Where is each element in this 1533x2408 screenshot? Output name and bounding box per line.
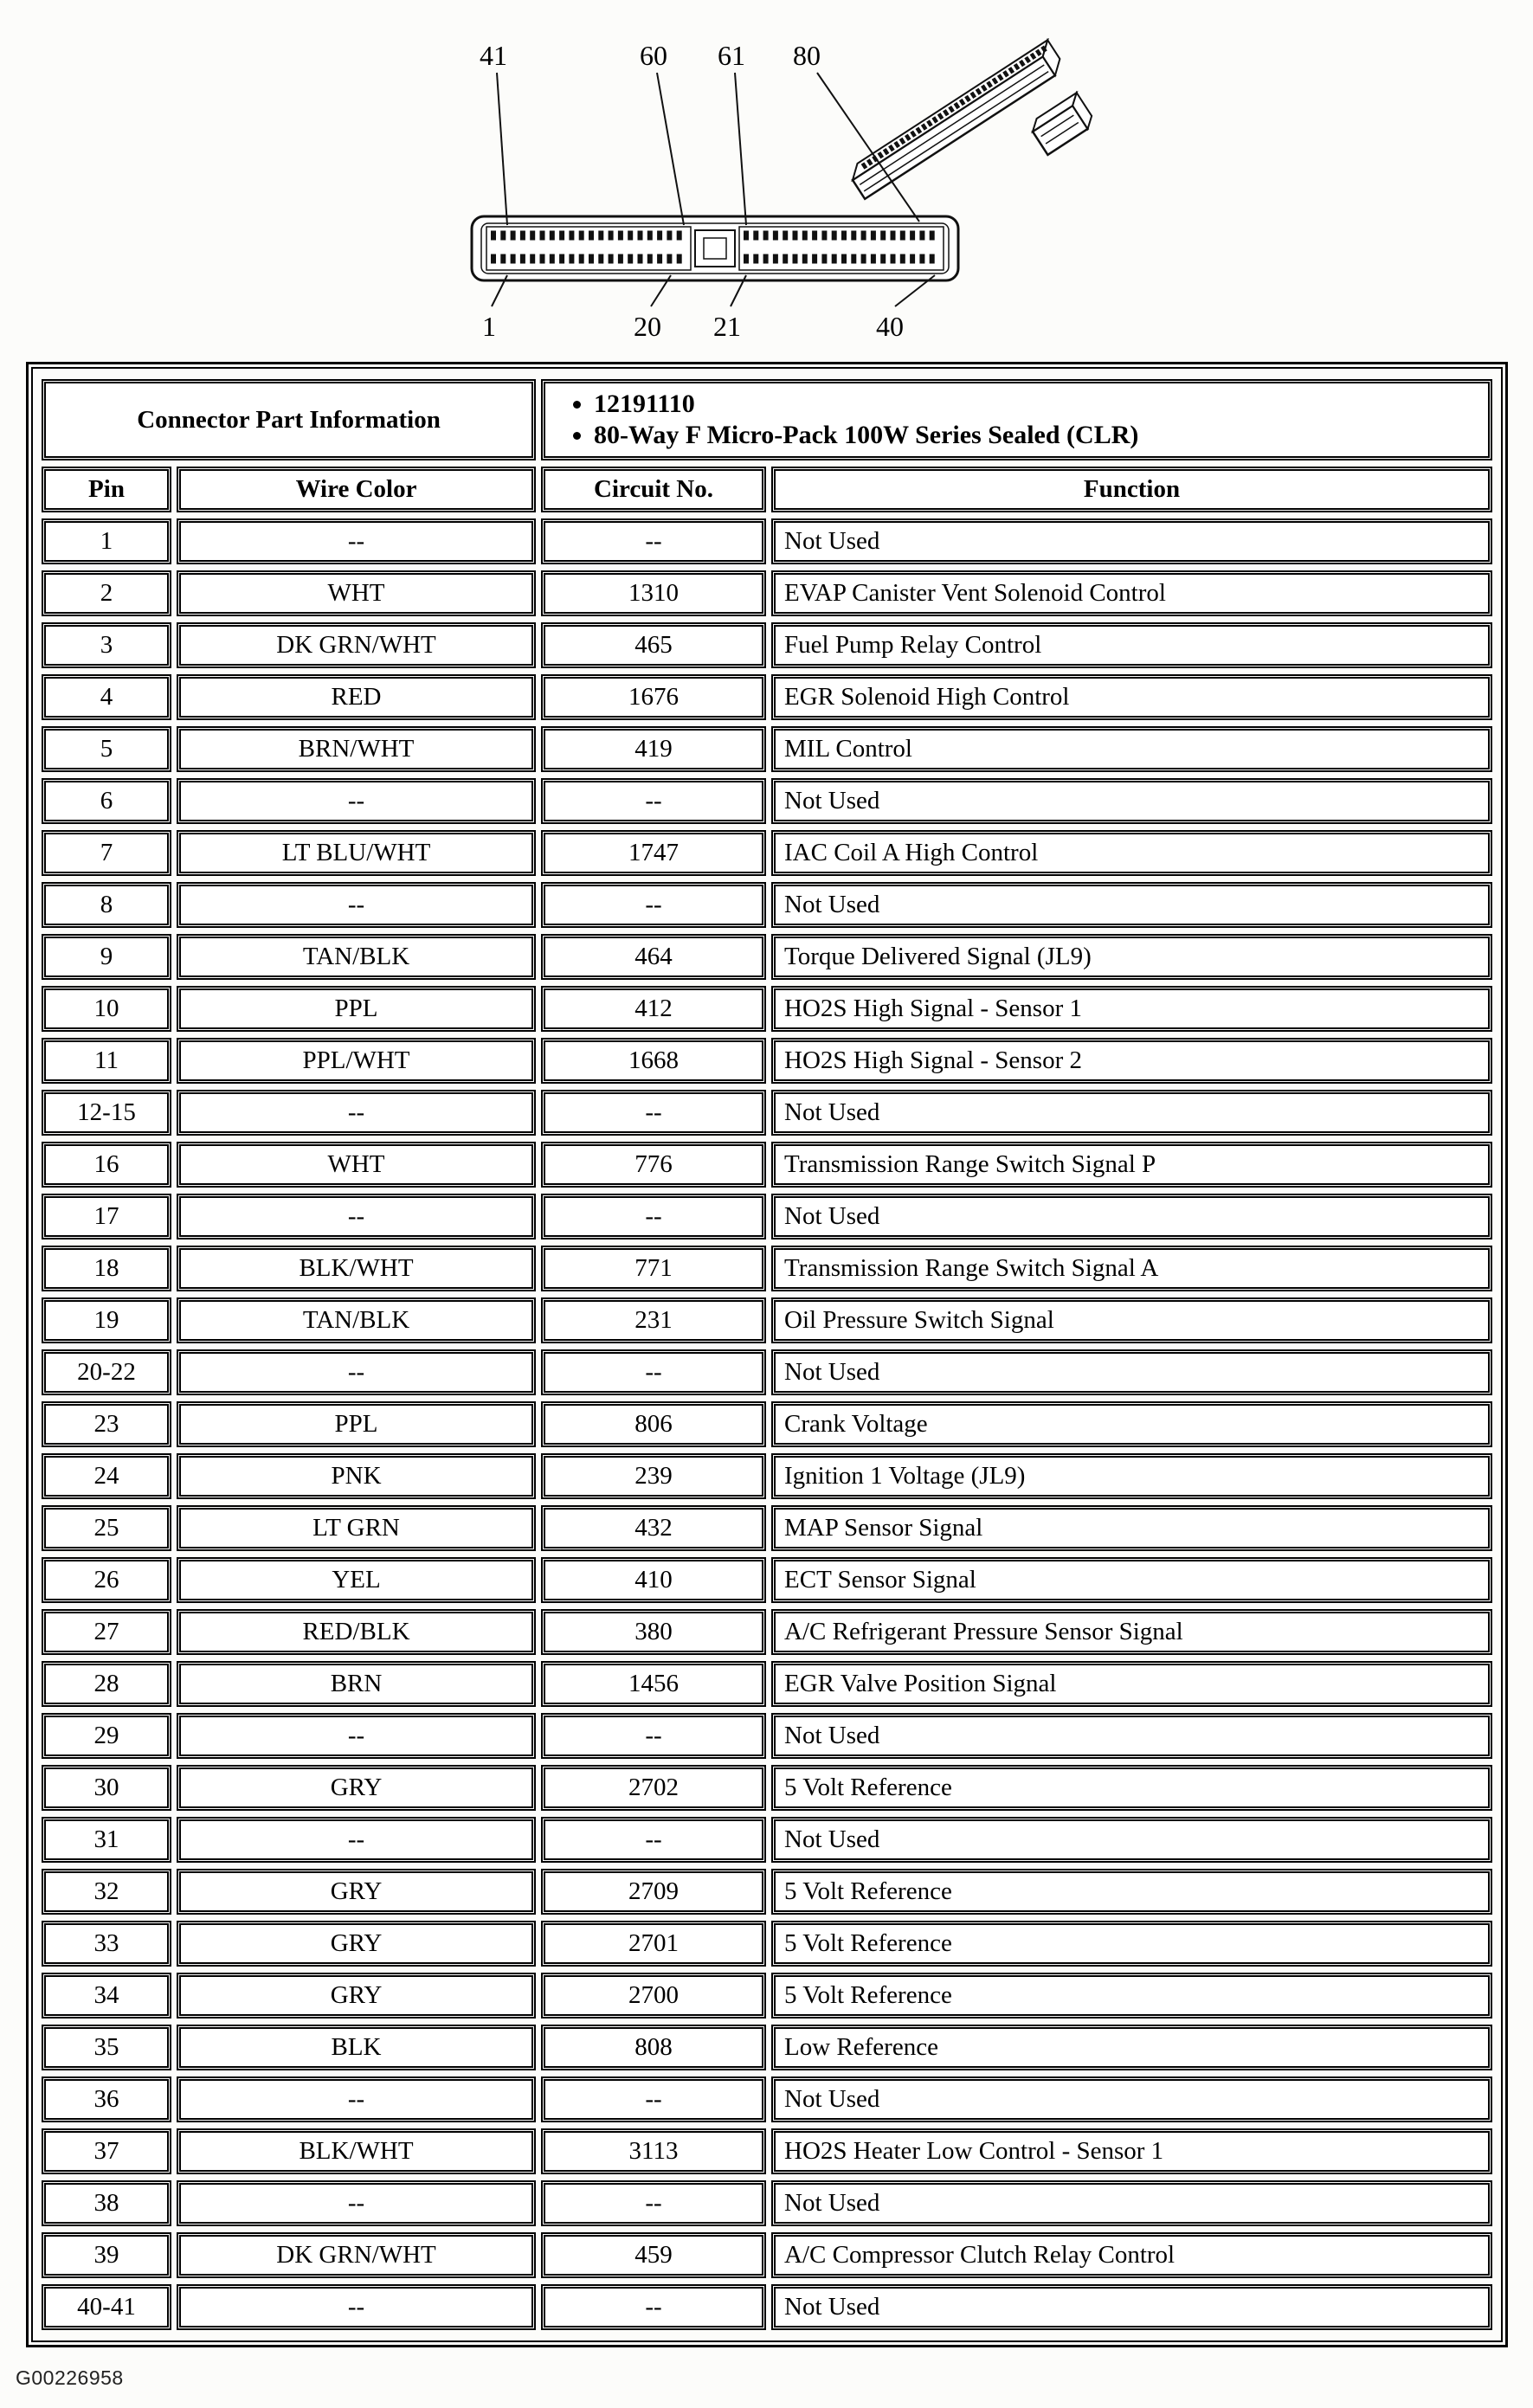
- center-key: [695, 230, 735, 267]
- pin-cell: 18: [42, 1246, 171, 1291]
- pin-cell: 5: [42, 726, 171, 772]
- function-cell: 5 Volt Reference: [771, 1765, 1492, 1811]
- table-row: [42, 2076, 1492, 2122]
- part-number: • 12191110: [594, 389, 1481, 420]
- pin-cell: 12-15: [42, 1090, 171, 1136]
- table-row: [42, 1973, 1492, 2018]
- wire-color-cell: --: [177, 882, 536, 928]
- pin-callout-60: 60: [640, 40, 667, 71]
- table-row: [42, 1921, 1492, 1967]
- table-row: [42, 726, 1492, 772]
- wire-color-cell: BLK/WHT: [177, 2128, 536, 2174]
- wire-color-cell: --: [177, 1090, 536, 1136]
- function-cell: Not Used: [771, 1817, 1492, 1863]
- wire-color-cell: --: [177, 518, 536, 564]
- wire-color-cell: --: [177, 2076, 536, 2122]
- circuit-no-cell: 419: [541, 726, 766, 772]
- wire-color-cell: RED/BLK: [177, 1609, 536, 1655]
- pin-cell: 35: [42, 2025, 171, 2070]
- circuit-no-cell: 465: [541, 622, 766, 668]
- function-cell: Low Reference: [771, 2025, 1492, 2070]
- function-cell: HO2S High Signal - Sensor 2: [771, 1038, 1492, 1084]
- circuit-no-cell: 806: [541, 1401, 766, 1447]
- circuit-no-cell: 1310: [541, 570, 766, 616]
- connector-diagram: [0, 0, 1533, 364]
- circuit-no-cell: 2709: [541, 1869, 766, 1915]
- connector-drawing: [0, 0, 1533, 364]
- connector-pinout-table: [26, 362, 1508, 2347]
- wire-color-cell: RED: [177, 674, 536, 720]
- pin-cell: 1: [42, 518, 171, 564]
- pin-callout-80: 80: [793, 40, 821, 71]
- table-row: [42, 882, 1492, 928]
- table-row: [42, 1817, 1492, 1863]
- function-cell: EGR Solenoid High Control: [771, 674, 1492, 720]
- circuit-no-cell: --: [541, 2180, 766, 2226]
- pinout-table: [36, 373, 1498, 2336]
- pin-cell: 2: [42, 570, 171, 616]
- function-cell: Not Used: [771, 518, 1492, 564]
- circuit-no-cell: --: [541, 1817, 766, 1863]
- wire-color-cell: TAN/BLK: [177, 934, 536, 980]
- function-cell: Not Used: [771, 1349, 1492, 1395]
- table-row: [42, 1297, 1492, 1343]
- pin-cell: 32: [42, 1869, 171, 1915]
- column-header-row: [42, 467, 1492, 512]
- circuit-no-cell: --: [541, 778, 766, 824]
- wire-color-cell: --: [177, 2284, 536, 2330]
- pin-cell: 37: [42, 2128, 171, 2174]
- table-row: [42, 2128, 1492, 2174]
- function-cell: HO2S Heater Low Control - Sensor 1: [771, 2128, 1492, 2174]
- table-row: [42, 778, 1492, 824]
- function-cell: Not Used: [771, 2284, 1492, 2330]
- circuit-no-cell: 239: [541, 1453, 766, 1499]
- wire-color-cell: PPL: [177, 986, 536, 1032]
- circuit-no-cell: 1668: [541, 1038, 766, 1084]
- wire-color-cell: --: [177, 778, 536, 824]
- table-row: [42, 518, 1492, 564]
- function-cell: Crank Voltage: [771, 1401, 1492, 1447]
- function-cell: Ignition 1 Voltage (JL9): [771, 1453, 1492, 1499]
- pin-cell: 6: [42, 778, 171, 824]
- table-row: [42, 674, 1492, 720]
- function-cell: A/C Compressor Clutch Relay Control: [771, 2232, 1492, 2278]
- column-header-function: Function: [771, 467, 1492, 512]
- circuit-no-cell: 1676: [541, 674, 766, 720]
- pin-cell: 4: [42, 674, 171, 720]
- pin-cell: 40-41: [42, 2284, 171, 2330]
- circuit-no-cell: 808: [541, 2025, 766, 2070]
- table-row: [42, 1401, 1492, 1447]
- table-row: [42, 1142, 1492, 1188]
- connector-isometric-view: [847, 40, 1097, 199]
- table-row: [42, 1557, 1492, 1603]
- wire-color-cell: --: [177, 1817, 536, 1863]
- wire-color-cell: WHT: [177, 570, 536, 616]
- table-row: [42, 1453, 1492, 1499]
- pin-callout-41: 41: [480, 40, 507, 71]
- pin-cell: 17: [42, 1194, 171, 1239]
- function-cell: Transmission Range Switch Signal A: [771, 1246, 1492, 1291]
- pin-cell: 28: [42, 1661, 171, 1707]
- wire-color-cell: GRY: [177, 1869, 536, 1915]
- table-row: [42, 1246, 1492, 1291]
- circuit-no-cell: 2702: [541, 1765, 766, 1811]
- function-cell: Transmission Range Switch Signal P: [771, 1142, 1492, 1188]
- wire-color-cell: GRY: [177, 1921, 536, 1967]
- circuit-no-cell: 1747: [541, 830, 766, 876]
- pin-callout-1: 1: [482, 311, 496, 342]
- function-cell: EGR Valve Position Signal: [771, 1661, 1492, 1707]
- pin-cell: 7: [42, 830, 171, 876]
- function-cell: Not Used: [771, 882, 1492, 928]
- function-cell: Not Used: [771, 1713, 1492, 1759]
- wire-color-cell: PPL: [177, 1401, 536, 1447]
- table-row: [42, 1349, 1492, 1395]
- figure-id: G00226958: [16, 2366, 124, 2389]
- table-row: [42, 986, 1492, 1032]
- pin-cell: 31: [42, 1817, 171, 1863]
- circuit-no-cell: --: [541, 882, 766, 928]
- circuit-no-cell: 776: [541, 1142, 766, 1188]
- function-cell: 5 Volt Reference: [771, 1973, 1492, 2018]
- wire-color-cell: BLK: [177, 2025, 536, 2070]
- table-row: [42, 2180, 1492, 2226]
- wire-color-cell: DK GRN/WHT: [177, 622, 536, 668]
- circuit-no-cell: 464: [541, 934, 766, 980]
- circuit-no-cell: 432: [541, 1505, 766, 1551]
- table-row: [42, 1869, 1492, 1915]
- function-cell: EVAP Canister Vent Solenoid Control: [771, 570, 1492, 616]
- function-cell: Not Used: [771, 2180, 1492, 2226]
- pin-cell: 38: [42, 2180, 171, 2226]
- circuit-no-cell: --: [541, 1349, 766, 1395]
- pinout-rows: [42, 518, 1492, 2330]
- circuit-no-cell: --: [541, 2076, 766, 2122]
- table-row: [42, 934, 1492, 980]
- pin-cell: 10: [42, 986, 171, 1032]
- circuit-no-cell: 2701: [541, 1921, 766, 1967]
- circuit-no-cell: --: [541, 1713, 766, 1759]
- table-row: [42, 1609, 1492, 1655]
- pin-cell: 34: [42, 1973, 171, 2018]
- pin-cell: 16: [42, 1142, 171, 1188]
- table-row: [42, 1765, 1492, 1811]
- table-row: [42, 1505, 1492, 1551]
- pin-cell: 29: [42, 1713, 171, 1759]
- table-row: [42, 622, 1492, 668]
- table-row: [42, 2025, 1492, 2070]
- pin-callout-20: 20: [634, 311, 661, 342]
- circuit-no-cell: --: [541, 2284, 766, 2330]
- column-header-pin: Pin: [42, 467, 171, 512]
- wire-color-cell: --: [177, 1194, 536, 1239]
- pin-cell: 33: [42, 1921, 171, 1967]
- pin-cell: 9: [42, 934, 171, 980]
- connector-part-details: [541, 379, 1492, 460]
- pin-cell: 39: [42, 2232, 171, 2278]
- table-row: [42, 1038, 1492, 1084]
- circuit-no-cell: 231: [541, 1297, 766, 1343]
- wire-color-cell: PPL/WHT: [177, 1038, 536, 1084]
- function-cell: Torque Delivered Signal (JL9): [771, 934, 1492, 980]
- function-cell: Oil Pressure Switch Signal: [771, 1297, 1492, 1343]
- table-row: [42, 1090, 1492, 1136]
- circuit-no-cell: 410: [541, 1557, 766, 1603]
- wire-color-cell: TAN/BLK: [177, 1297, 536, 1343]
- function-cell: Fuel Pump Relay Control: [771, 622, 1492, 668]
- pin-callout-21: 21: [713, 311, 741, 342]
- function-cell: Not Used: [771, 1090, 1492, 1136]
- function-cell: IAC Coil A High Control: [771, 830, 1492, 876]
- function-cell: 5 Volt Reference: [771, 1921, 1492, 1967]
- pin-cell: 20-22: [42, 1349, 171, 1395]
- table-row: [42, 2284, 1492, 2330]
- wire-color-cell: YEL: [177, 1557, 536, 1603]
- pin-callout-61: 61: [718, 40, 745, 71]
- function-cell: 5 Volt Reference: [771, 1869, 1492, 1915]
- wire-color-cell: DK GRN/WHT: [177, 2232, 536, 2278]
- wire-color-cell: GRY: [177, 1765, 536, 1811]
- table-row: [42, 2232, 1492, 2278]
- circuit-no-cell: 459: [541, 2232, 766, 2278]
- pin-cell: 25: [42, 1505, 171, 1551]
- column-header-circuit-no: Circuit No.: [541, 467, 766, 512]
- circuit-no-cell: 771: [541, 1246, 766, 1291]
- function-cell: Not Used: [771, 2076, 1492, 2122]
- function-cell: MIL Control: [771, 726, 1492, 772]
- part-info-row: [42, 379, 1492, 460]
- circuit-no-cell: 2700: [541, 1973, 766, 2018]
- circuit-no-cell: --: [541, 1090, 766, 1136]
- circuit-no-cell: 412: [541, 986, 766, 1032]
- wire-color-cell: PNK: [177, 1453, 536, 1499]
- part-description: • 80-Way F Micro-Pack 100W Series Sealed (CLR): [594, 420, 1481, 451]
- column-header-wire-color: Wire Color: [177, 467, 536, 512]
- pin-cell: 19: [42, 1297, 171, 1343]
- wire-color-cell: LT GRN: [177, 1505, 536, 1551]
- table-row: [42, 830, 1492, 876]
- function-cell: Not Used: [771, 1194, 1492, 1239]
- connector-part-info-header: Connector Part Information: [42, 379, 536, 460]
- wire-color-cell: LT BLU/WHT: [177, 830, 536, 876]
- pin-cell: 3: [42, 622, 171, 668]
- circuit-no-cell: 1456: [541, 1661, 766, 1707]
- table-row: [42, 1661, 1492, 1707]
- table-row: [42, 1194, 1492, 1239]
- pin-cell: 11: [42, 1038, 171, 1084]
- pin-callout-40: 40: [876, 311, 904, 342]
- circuit-no-cell: 3113: [541, 2128, 766, 2174]
- function-cell: Not Used: [771, 778, 1492, 824]
- function-cell: MAP Sensor Signal: [771, 1505, 1492, 1551]
- wire-color-cell: WHT: [177, 1142, 536, 1188]
- pin-cell: 8: [42, 882, 171, 928]
- function-cell: A/C Refrigerant Pressure Sensor Signal: [771, 1609, 1492, 1655]
- circuit-no-cell: --: [541, 518, 766, 564]
- wire-color-cell: BRN: [177, 1661, 536, 1707]
- wire-color-cell: --: [177, 1349, 536, 1395]
- circuit-no-cell: 380: [541, 1609, 766, 1655]
- table-row: [42, 570, 1492, 616]
- function-cell: ECT Sensor Signal: [771, 1557, 1492, 1603]
- function-cell: HO2S High Signal - Sensor 1: [771, 986, 1492, 1032]
- table-row: [42, 1713, 1492, 1759]
- pin-cell: 26: [42, 1557, 171, 1603]
- pin-cell: 23: [42, 1401, 171, 1447]
- wire-color-cell: BRN/WHT: [177, 726, 536, 772]
- wire-color-cell: --: [177, 1713, 536, 1759]
- pin-cell: 24: [42, 1453, 171, 1499]
- pin-cell: 36: [42, 2076, 171, 2122]
- circuit-no-cell: --: [541, 1194, 766, 1239]
- wire-color-cell: BLK/WHT: [177, 1246, 536, 1291]
- wire-color-cell: GRY: [177, 1973, 536, 2018]
- connector-front-view: [472, 216, 958, 280]
- wire-color-cell: --: [177, 2180, 536, 2226]
- pin-cell: 27: [42, 1609, 171, 1655]
- pin-cell: 30: [42, 1765, 171, 1811]
